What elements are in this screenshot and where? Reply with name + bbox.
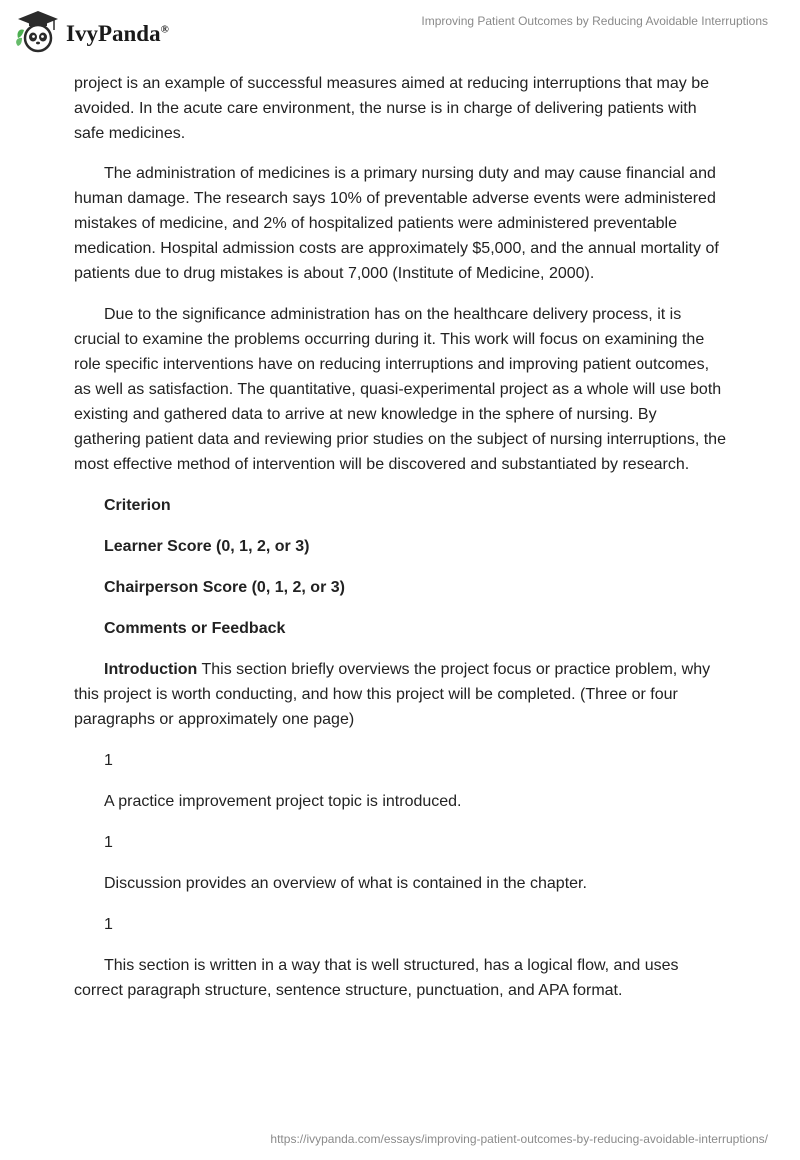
rubric-learner-score-heading: Learner Score (0, 1, 2, or 3) [104,538,310,555]
introduction-label: Introduction [104,661,198,678]
rubric-introduction [74,657,726,732]
rubric-item: This section is written in a way that is well structured, has a logical flow, and uses correct paragraph structure, sentence structure, punctuation, and APA format. [74,957,679,999]
rubric-item: A practice improvement project topic is introduced. [104,793,462,810]
rubric-item: Discussion provides an overview of what is contained in the chapter. [104,875,587,892]
panda-icon [14,8,62,56]
paragraph: Due to the significance administration has on the healthcare delivery process, it is crucial to examine the problems occurring during it. This work will focus on examining the role specific interventions have on reducing interruptions and improving patient outcomes, as well as satisfaction. The quantitative, quasi-experimental project as a whole will use both existing and gathered data to arrive at new knowledge in the sphere of nursing. By gathering patient data and reviewing prior studies on the subject of nursing interruptions, the most effective method of intervention will be discovered and substantiated by research. [74,306,726,473]
rubric-score: 1 [104,752,113,769]
source-url[interactable]: https://ivypanda.com/essays/improving-patient-outcomes-by-reducing-avoidable-interruptions/ [270,1132,768,1146]
rubric-score: 1 [104,834,113,851]
rubric-comments-heading: Comments or Feedback [104,620,286,637]
paragraph: project is an example of successful measures aimed at reducing interruptions that may be avoided. In the acute care environment, the nurse is in charge of delivering patients with safe medicines. [74,75,709,142]
ivypanda-logo[interactable] [14,8,169,56]
page-header [0,0,800,68]
rubric-criterion-heading: Criterion [104,497,171,514]
introduction-text: This section briefly overviews the project focus or practice problem, why this project is worth conducting, and how this project will be completed. (Three or four paragraphs or approximately one page) [74,661,711,728]
document-title: Improving Patient Outcomes by Reducing Avoidable Interruptions [421,14,768,28]
rubric-score: 1 [104,916,113,933]
brand-name: IvyPanda® [66,21,169,46]
paragraph: The administration of medicines is a primary nursing duty and may cause financial and human damage. The research says 10% of preventable adverse events were administered mistakes of medicine, and 2% of hospitalized patients were administered preventable medication. Hospital admission costs are approximately $5,000, and the annual mortality of patients due to drug mistakes is about 7,000 (Institute of Medicine, 2000). [74,165,719,282]
essay-body [74,71,726,1019]
rubric-chair-score-heading: Chairperson Score (0, 1, 2, or 3) [104,579,345,596]
